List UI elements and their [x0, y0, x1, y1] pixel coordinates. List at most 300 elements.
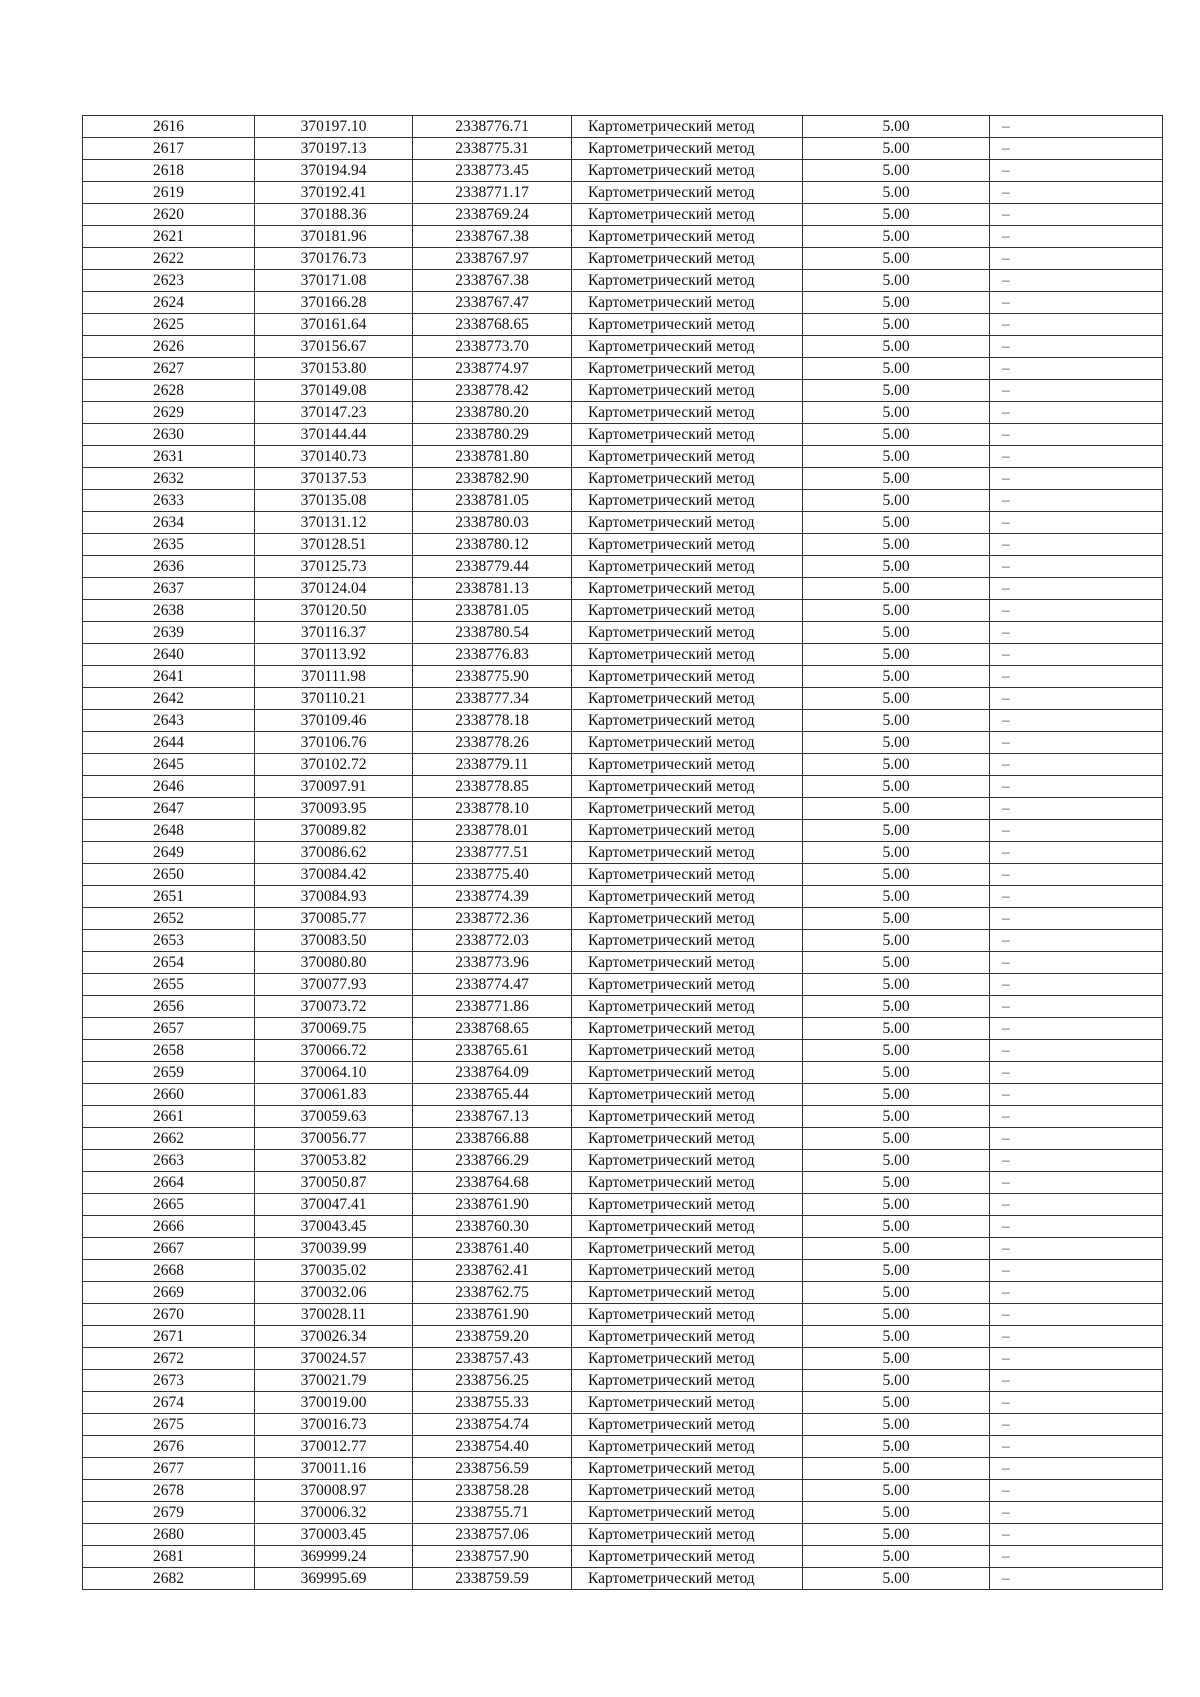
x-coordinate-cell: 370116.37 — [255, 622, 413, 644]
accuracy-cell: 5.00 — [803, 974, 990, 996]
method-cell: Картометрический метод — [572, 1502, 803, 1524]
table-row — [83, 1348, 1163, 1370]
table-row — [83, 1062, 1163, 1084]
table-row — [83, 1502, 1163, 1524]
table-row — [83, 600, 1163, 622]
point-number-cell: 2681 — [83, 1546, 255, 1568]
point-number-cell: 2624 — [83, 292, 255, 314]
y-coordinate-cell: 2338766.29 — [413, 1150, 572, 1172]
note-cell: – — [990, 710, 1163, 732]
method-cell: Картометрический метод — [572, 358, 803, 380]
point-number-cell: 2631 — [83, 446, 255, 468]
x-coordinate-cell: 370137.53 — [255, 468, 413, 490]
accuracy-cell: 5.00 — [803, 556, 990, 578]
method-cell: Картометрический метод — [572, 292, 803, 314]
note-cell: – — [990, 1018, 1163, 1040]
point-number-cell: 2650 — [83, 864, 255, 886]
point-number-cell: 2673 — [83, 1370, 255, 1392]
point-number-cell: 2643 — [83, 710, 255, 732]
note-cell: – — [990, 1392, 1163, 1414]
table-row — [83, 842, 1163, 864]
point-number-cell: 2619 — [83, 182, 255, 204]
y-coordinate-cell: 2338780.29 — [413, 424, 572, 446]
method-cell: Картометрический метод — [572, 688, 803, 710]
method-cell: Картометрический метод — [572, 622, 803, 644]
method-cell: Картометрический метод — [572, 424, 803, 446]
table-row — [83, 644, 1163, 666]
x-coordinate-cell: 370106.76 — [255, 732, 413, 754]
method-cell: Картометрический метод — [572, 1260, 803, 1282]
table-row — [83, 116, 1163, 138]
point-number-cell: 2675 — [83, 1414, 255, 1436]
y-coordinate-cell: 2338778.85 — [413, 776, 572, 798]
method-cell: Картометрический метод — [572, 1018, 803, 1040]
accuracy-cell: 5.00 — [803, 1524, 990, 1546]
table-row — [83, 1150, 1163, 1172]
note-cell: – — [990, 314, 1163, 336]
accuracy-cell: 5.00 — [803, 1128, 990, 1150]
accuracy-cell: 5.00 — [803, 666, 990, 688]
accuracy-cell: 5.00 — [803, 1348, 990, 1370]
x-coordinate-cell: 370197.13 — [255, 138, 413, 160]
x-coordinate-cell: 370059.63 — [255, 1106, 413, 1128]
y-coordinate-cell: 2338781.05 — [413, 600, 572, 622]
point-number-cell: 2623 — [83, 270, 255, 292]
y-coordinate-cell: 2338771.86 — [413, 996, 572, 1018]
accuracy-cell: 5.00 — [803, 358, 990, 380]
point-number-cell: 2672 — [83, 1348, 255, 1370]
point-number-cell: 2655 — [83, 974, 255, 996]
table-row — [83, 1238, 1163, 1260]
x-coordinate-cell: 370006.32 — [255, 1502, 413, 1524]
accuracy-cell: 5.00 — [803, 622, 990, 644]
y-coordinate-cell: 2338781.80 — [413, 446, 572, 468]
table-row — [83, 974, 1163, 996]
x-coordinate-cell: 370083.50 — [255, 930, 413, 952]
y-coordinate-cell: 2338781.05 — [413, 490, 572, 512]
x-coordinate-cell: 370021.79 — [255, 1370, 413, 1392]
note-cell: – — [990, 468, 1163, 490]
accuracy-cell: 5.00 — [803, 1194, 990, 1216]
accuracy-cell: 5.00 — [803, 182, 990, 204]
point-number-cell: 2664 — [83, 1172, 255, 1194]
accuracy-cell: 5.00 — [803, 1502, 990, 1524]
table-row — [83, 622, 1163, 644]
x-coordinate-cell: 370066.72 — [255, 1040, 413, 1062]
accuracy-cell: 5.00 — [803, 226, 990, 248]
note-cell: – — [990, 776, 1163, 798]
accuracy-cell: 5.00 — [803, 1106, 990, 1128]
method-cell: Картометрический метод — [572, 556, 803, 578]
x-coordinate-cell: 370047.41 — [255, 1194, 413, 1216]
x-coordinate-cell: 370073.72 — [255, 996, 413, 1018]
y-coordinate-cell: 2338773.45 — [413, 160, 572, 182]
note-cell: – — [990, 688, 1163, 710]
note-cell: – — [990, 1238, 1163, 1260]
y-coordinate-cell: 2338765.44 — [413, 1084, 572, 1106]
method-cell: Картометрический метод — [572, 842, 803, 864]
note-cell: – — [990, 204, 1163, 226]
method-cell: Картометрический метод — [572, 248, 803, 270]
point-number-cell: 2652 — [83, 908, 255, 930]
method-cell: Картометрический метод — [572, 512, 803, 534]
method-cell: Картометрический метод — [572, 1414, 803, 1436]
table-row — [83, 1084, 1163, 1106]
table-row — [83, 204, 1163, 226]
x-coordinate-cell: 370012.77 — [255, 1436, 413, 1458]
note-cell: – — [990, 1458, 1163, 1480]
accuracy-cell: 5.00 — [803, 468, 990, 490]
point-number-cell: 2635 — [83, 534, 255, 556]
x-coordinate-cell: 370153.80 — [255, 358, 413, 380]
accuracy-cell: 5.00 — [803, 908, 990, 930]
x-coordinate-cell: 370102.72 — [255, 754, 413, 776]
point-number-cell: 2644 — [83, 732, 255, 754]
note-cell: – — [990, 446, 1163, 468]
x-coordinate-cell: 370124.04 — [255, 578, 413, 600]
note-cell: – — [990, 1480, 1163, 1502]
method-cell: Картометрический метод — [572, 1348, 803, 1370]
note-cell: – — [990, 402, 1163, 424]
note-cell: – — [990, 1414, 1163, 1436]
y-coordinate-cell: 2338764.68 — [413, 1172, 572, 1194]
method-cell: Картометрический метод — [572, 886, 803, 908]
note-cell: – — [990, 336, 1163, 358]
accuracy-cell: 5.00 — [803, 886, 990, 908]
y-coordinate-cell: 2338768.65 — [413, 314, 572, 336]
point-number-cell: 2627 — [83, 358, 255, 380]
accuracy-cell: 5.00 — [803, 732, 990, 754]
table-row — [83, 996, 1163, 1018]
x-coordinate-cell: 370089.82 — [255, 820, 413, 842]
note-cell: – — [990, 1150, 1163, 1172]
note-cell: – — [990, 1524, 1163, 1546]
point-number-cell: 2622 — [83, 248, 255, 270]
table-row — [83, 182, 1163, 204]
method-cell: Картометрический метод — [572, 1392, 803, 1414]
point-number-cell: 2663 — [83, 1150, 255, 1172]
method-cell: Картометрический метод — [572, 1150, 803, 1172]
note-cell: – — [990, 1568, 1163, 1590]
x-coordinate-cell: 370043.45 — [255, 1216, 413, 1238]
method-cell: Картометрический метод — [572, 1106, 803, 1128]
table-row — [83, 1260, 1163, 1282]
x-coordinate-cell: 370080.80 — [255, 952, 413, 974]
accuracy-cell: 5.00 — [803, 1546, 990, 1568]
point-number-cell: 2661 — [83, 1106, 255, 1128]
x-coordinate-cell: 370140.73 — [255, 446, 413, 468]
x-coordinate-cell: 370149.08 — [255, 380, 413, 402]
y-coordinate-cell: 2338761.90 — [413, 1304, 572, 1326]
note-cell: – — [990, 644, 1163, 666]
method-cell: Картометрический метод — [572, 820, 803, 842]
point-number-cell: 2654 — [83, 952, 255, 974]
accuracy-cell: 5.00 — [803, 1216, 990, 1238]
method-cell: Картометрический метод — [572, 1304, 803, 1326]
table-row — [83, 754, 1163, 776]
y-coordinate-cell: 2338776.71 — [413, 116, 572, 138]
y-coordinate-cell: 2338760.30 — [413, 1216, 572, 1238]
table-row — [83, 886, 1163, 908]
method-cell: Картометрический метод — [572, 1546, 803, 1568]
y-coordinate-cell: 2338761.90 — [413, 1194, 572, 1216]
x-coordinate-cell: 370053.82 — [255, 1150, 413, 1172]
accuracy-cell: 5.00 — [803, 930, 990, 952]
table-row — [83, 424, 1163, 446]
accuracy-cell: 5.00 — [803, 996, 990, 1018]
note-cell: – — [990, 138, 1163, 160]
note-cell: – — [990, 116, 1163, 138]
y-coordinate-cell: 2338778.10 — [413, 798, 572, 820]
accuracy-cell: 5.00 — [803, 160, 990, 182]
method-cell: Картометрический метод — [572, 1172, 803, 1194]
y-coordinate-cell: 2338755.71 — [413, 1502, 572, 1524]
point-number-cell: 2671 — [83, 1326, 255, 1348]
point-number-cell: 2632 — [83, 468, 255, 490]
accuracy-cell: 5.00 — [803, 1150, 990, 1172]
y-coordinate-cell: 2338762.75 — [413, 1282, 572, 1304]
note-cell: – — [990, 182, 1163, 204]
point-number-cell: 2647 — [83, 798, 255, 820]
y-coordinate-cell: 2338762.41 — [413, 1260, 572, 1282]
x-coordinate-cell: 370128.51 — [255, 534, 413, 556]
table-row — [83, 688, 1163, 710]
x-coordinate-cell: 370125.73 — [255, 556, 413, 578]
point-number-cell: 2634 — [83, 512, 255, 534]
table-row — [83, 666, 1163, 688]
x-coordinate-cell: 370084.93 — [255, 886, 413, 908]
method-cell: Картометрический метод — [572, 996, 803, 1018]
accuracy-cell: 5.00 — [803, 820, 990, 842]
y-coordinate-cell: 2338757.90 — [413, 1546, 572, 1568]
table-row — [83, 1568, 1163, 1590]
method-cell: Картометрический метод — [572, 1524, 803, 1546]
method-cell: Картометрический метод — [572, 160, 803, 182]
note-cell: – — [990, 380, 1163, 402]
x-coordinate-cell: 370110.21 — [255, 688, 413, 710]
method-cell: Картометрический метод — [572, 754, 803, 776]
point-number-cell: 2636 — [83, 556, 255, 578]
table-row — [83, 798, 1163, 820]
accuracy-cell: 5.00 — [803, 1172, 990, 1194]
x-coordinate-cell: 370109.46 — [255, 710, 413, 732]
method-cell: Картометрический метод — [572, 710, 803, 732]
x-coordinate-cell: 370097.91 — [255, 776, 413, 798]
table-row — [83, 1172, 1163, 1194]
accuracy-cell: 5.00 — [803, 1282, 990, 1304]
method-cell: Картометрический метод — [572, 644, 803, 666]
note-cell: – — [990, 1348, 1163, 1370]
accuracy-cell: 5.00 — [803, 314, 990, 336]
method-cell: Картометрический метод — [572, 270, 803, 292]
note-cell: – — [990, 974, 1163, 996]
note-cell: – — [990, 270, 1163, 292]
table-row — [83, 732, 1163, 754]
y-coordinate-cell: 2338774.97 — [413, 358, 572, 380]
point-number-cell: 2656 — [83, 996, 255, 1018]
note-cell: – — [990, 1260, 1163, 1282]
point-number-cell: 2682 — [83, 1568, 255, 1590]
accuracy-cell: 5.00 — [803, 644, 990, 666]
table-row — [83, 1326, 1163, 1348]
y-coordinate-cell: 2338767.38 — [413, 226, 572, 248]
method-cell: Картометрический метод — [572, 974, 803, 996]
y-coordinate-cell: 2338780.54 — [413, 622, 572, 644]
y-coordinate-cell: 2338777.34 — [413, 688, 572, 710]
point-number-cell: 2658 — [83, 1040, 255, 1062]
point-number-cell: 2641 — [83, 666, 255, 688]
x-coordinate-cell: 369999.24 — [255, 1546, 413, 1568]
y-coordinate-cell: 2338773.70 — [413, 336, 572, 358]
table-row — [83, 930, 1163, 952]
note-cell: – — [990, 864, 1163, 886]
note-cell: – — [990, 600, 1163, 622]
point-number-cell: 2667 — [83, 1238, 255, 1260]
table-row — [83, 710, 1163, 732]
x-coordinate-cell: 370064.10 — [255, 1062, 413, 1084]
point-number-cell: 2628 — [83, 380, 255, 402]
point-number-cell: 2646 — [83, 776, 255, 798]
method-cell: Картометрический метод — [572, 1238, 803, 1260]
y-coordinate-cell: 2338756.59 — [413, 1458, 572, 1480]
method-cell: Картометрический метод — [572, 600, 803, 622]
method-cell: Картометрический метод — [572, 1370, 803, 1392]
y-coordinate-cell: 2338758.28 — [413, 1480, 572, 1502]
method-cell: Картометрический метод — [572, 1480, 803, 1502]
point-number-cell: 2657 — [83, 1018, 255, 1040]
point-number-cell: 2617 — [83, 138, 255, 160]
method-cell: Картометрический метод — [572, 952, 803, 974]
method-cell: Картометрический метод — [572, 1128, 803, 1150]
accuracy-cell: 5.00 — [803, 1414, 990, 1436]
table-row — [83, 1304, 1163, 1326]
point-number-cell: 2620 — [83, 204, 255, 226]
x-coordinate-cell: 370113.92 — [255, 644, 413, 666]
y-coordinate-cell: 2338782.90 — [413, 468, 572, 490]
accuracy-cell: 5.00 — [803, 798, 990, 820]
note-cell: – — [990, 512, 1163, 534]
note-cell: – — [990, 842, 1163, 864]
method-cell: Картометрический метод — [572, 864, 803, 886]
coordinates-table — [82, 115, 1163, 1590]
y-coordinate-cell: 2338756.25 — [413, 1370, 572, 1392]
y-coordinate-cell: 2338764.09 — [413, 1062, 572, 1084]
x-coordinate-cell: 370019.00 — [255, 1392, 413, 1414]
y-coordinate-cell: 2338772.36 — [413, 908, 572, 930]
accuracy-cell: 5.00 — [803, 1238, 990, 1260]
point-number-cell: 2660 — [83, 1084, 255, 1106]
accuracy-cell: 5.00 — [803, 424, 990, 446]
accuracy-cell: 5.00 — [803, 1326, 990, 1348]
x-coordinate-cell: 370144.44 — [255, 424, 413, 446]
note-cell: – — [990, 1216, 1163, 1238]
method-cell: Картометрический метод — [572, 182, 803, 204]
method-cell: Картометрический метод — [572, 116, 803, 138]
y-coordinate-cell: 2338767.38 — [413, 270, 572, 292]
accuracy-cell: 5.00 — [803, 864, 990, 886]
method-cell: Картометрический метод — [572, 930, 803, 952]
table-row — [83, 952, 1163, 974]
method-cell: Картометрический метод — [572, 1084, 803, 1106]
accuracy-cell: 5.00 — [803, 1304, 990, 1326]
method-cell: Картометрический метод — [572, 798, 803, 820]
y-coordinate-cell: 2338776.83 — [413, 644, 572, 666]
point-number-cell: 2642 — [83, 688, 255, 710]
point-number-cell: 2680 — [83, 1524, 255, 1546]
table-row — [83, 446, 1163, 468]
table-row — [83, 1392, 1163, 1414]
note-cell: – — [990, 1172, 1163, 1194]
method-cell: Картометрический метод — [572, 468, 803, 490]
x-coordinate-cell: 370061.83 — [255, 1084, 413, 1106]
x-coordinate-cell: 370032.06 — [255, 1282, 413, 1304]
x-coordinate-cell: 370181.96 — [255, 226, 413, 248]
table-row — [83, 314, 1163, 336]
accuracy-cell: 5.00 — [803, 776, 990, 798]
accuracy-cell: 5.00 — [803, 710, 990, 732]
table-row — [83, 1458, 1163, 1480]
table-row — [83, 1106, 1163, 1128]
method-cell: Картометрический метод — [572, 666, 803, 688]
x-coordinate-cell: 370069.75 — [255, 1018, 413, 1040]
method-cell: Картометрический метод — [572, 336, 803, 358]
accuracy-cell: 5.00 — [803, 1018, 990, 1040]
x-coordinate-cell: 370035.02 — [255, 1260, 413, 1282]
point-number-cell: 2629 — [83, 402, 255, 424]
x-coordinate-cell: 370056.77 — [255, 1128, 413, 1150]
y-coordinate-cell: 2338774.39 — [413, 886, 572, 908]
accuracy-cell: 5.00 — [803, 754, 990, 776]
point-number-cell: 2626 — [83, 336, 255, 358]
y-coordinate-cell: 2338767.97 — [413, 248, 572, 270]
y-coordinate-cell: 2338772.03 — [413, 930, 572, 952]
note-cell: – — [990, 358, 1163, 380]
y-coordinate-cell: 2338754.40 — [413, 1436, 572, 1458]
table-row — [83, 270, 1163, 292]
point-number-cell: 2616 — [83, 116, 255, 138]
accuracy-cell: 5.00 — [803, 688, 990, 710]
note-cell: – — [990, 578, 1163, 600]
y-coordinate-cell: 2338766.88 — [413, 1128, 572, 1150]
point-number-cell: 2637 — [83, 578, 255, 600]
note-cell: – — [990, 886, 1163, 908]
y-coordinate-cell: 2338778.26 — [413, 732, 572, 754]
accuracy-cell: 5.00 — [803, 1260, 990, 1282]
accuracy-cell: 5.00 — [803, 248, 990, 270]
y-coordinate-cell: 2338779.44 — [413, 556, 572, 578]
point-number-cell: 2648 — [83, 820, 255, 842]
point-number-cell: 2625 — [83, 314, 255, 336]
method-cell: Картометрический метод — [572, 578, 803, 600]
x-coordinate-cell: 370084.42 — [255, 864, 413, 886]
note-cell: – — [990, 160, 1163, 182]
method-cell: Картометрический метод — [572, 402, 803, 424]
x-coordinate-cell: 370147.23 — [255, 402, 413, 424]
method-cell: Картометрический метод — [572, 776, 803, 798]
note-cell: – — [990, 1106, 1163, 1128]
table-row — [83, 1040, 1163, 1062]
point-number-cell: 2668 — [83, 1260, 255, 1282]
note-cell: – — [990, 1502, 1163, 1524]
x-coordinate-cell: 369995.69 — [255, 1568, 413, 1590]
accuracy-cell: 5.00 — [803, 380, 990, 402]
x-coordinate-cell: 370039.99 — [255, 1238, 413, 1260]
note-cell: – — [990, 820, 1163, 842]
table-row — [83, 248, 1163, 270]
accuracy-cell: 5.00 — [803, 138, 990, 160]
y-coordinate-cell: 2338757.43 — [413, 1348, 572, 1370]
note-cell: – — [990, 292, 1163, 314]
